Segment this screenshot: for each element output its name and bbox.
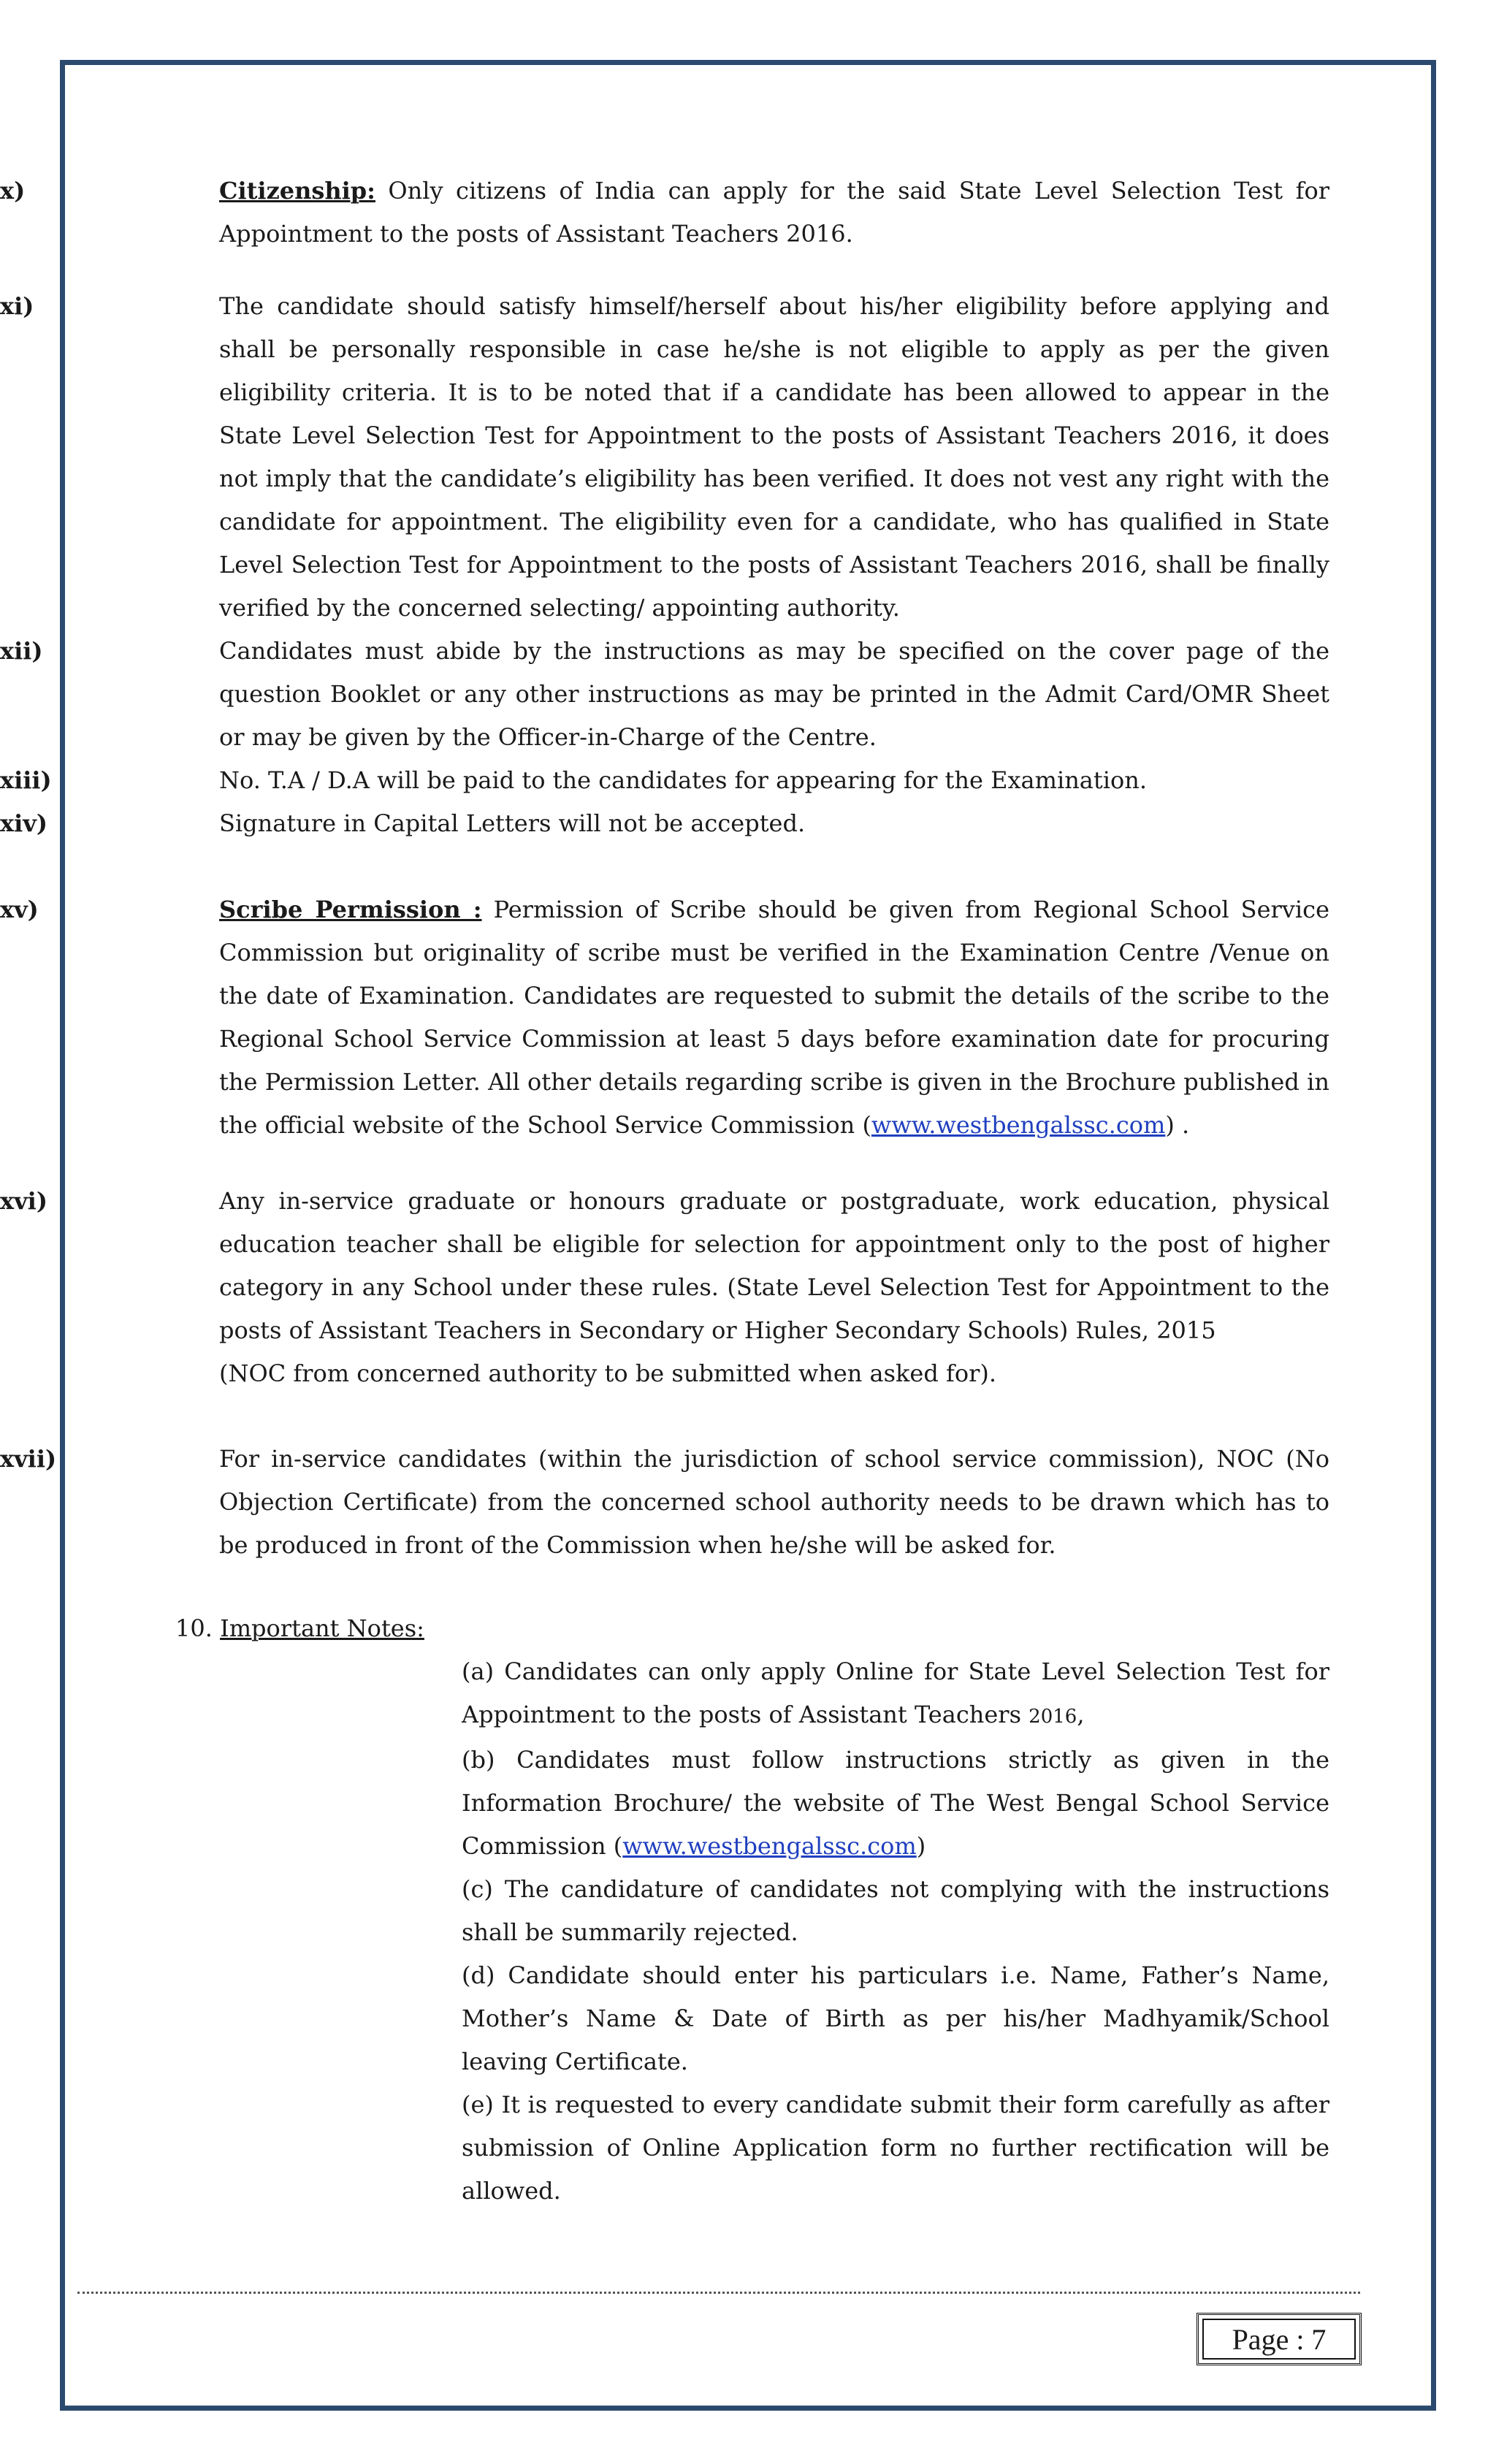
item-text	[219, 888, 1329, 1147]
note-c: (c) The candidature of candidates not complying with the instructions shall be summarily rejected.	[462, 1875, 1329, 1946]
item-number: xii)	[0, 637, 43, 665]
note-a-year: 2016	[1028, 1706, 1077, 1728]
item-number: xiii)	[0, 766, 52, 794]
note-d: (d) Candidate should enter his particulars i.e. Name, Father’s Name, Mother’s Name & Date of Birth as per his/her Madhyamik/School leaving Certificate.	[462, 1961, 1329, 2075]
note-a	[462, 1650, 1329, 1739]
item-text: The candidate should satisfy himself/herself about his/her eligibility before applying and shall be personally responsible in case he/she is not eligible to apply as per the given eligibility criteria. It is to be noted that if a candidate has been allowed to appear in the State Level Selection Test for Appointment to the posts of Assistant Teachers 2016, it does not imply that the candidate’s eligibility has been verified. It does not vest any right with the candidate for appointment. The eligibility even for a candidate, who has qualified in State Level Selection Test for Appointment to the posts of Assistant Teachers 2016, shall be finally verified by the concerned selecting/ appointing authority.	[219, 292, 1329, 622]
item-number: x)	[0, 177, 26, 205]
item-tail: ) .	[1165, 1111, 1190, 1139]
item-number: xvi)	[0, 1187, 47, 1215]
section-title: Important Notes:	[220, 1614, 424, 1642]
item-text	[219, 169, 1329, 256]
item-number: xvii)	[0, 1445, 57, 1473]
item-noc	[0, 1438, 1329, 1567]
item-text: Any in-service graduate or honours graduate or postgraduate, work education, physical education teacher shall be eligible for selection for appointment only to the post of higher category in any School under these rules. (State Level Selection Test for Appointment to the posts of Assistant Teachers in Secondary or Higher Secondary Schools) Rules, 2015	[219, 1187, 1329, 1344]
section-number: 10.	[175, 1614, 213, 1642]
item-lead: Scribe Permission :	[219, 896, 482, 923]
item-in-service-graduate	[0, 1180, 1329, 1395]
item-body: Permission of Scribe should be given from Regional School Service Commission but originality of scribe must be verified in the Examination Centre /Venue on the date of Examination. Candidates are requested to submit the details of the scribe to the Regional School Service Commission at least 5 days before examination date for procuring the Permission Letter. All other details regarding scribe is given in the Brochure published in the official website of the School Service Commission (	[219, 896, 1330, 1139]
item-number: xv)	[0, 896, 39, 923]
item-number: xiv)	[0, 809, 47, 837]
item-text: For in-service candidates (within the jurisdiction of school service commission), NOC (No Objection Certificate) from the concerned school authority needs to be drawn which has to be produced in front of the Commission when he/she will be asked for.	[219, 1445, 1329, 1559]
item-lead: Citizenship:	[219, 177, 375, 205]
note-b-end: )	[916, 1832, 926, 1860]
item-signature	[0, 802, 1329, 845]
note-b	[462, 1739, 1329, 1868]
item-eligibility	[0, 285, 1329, 630]
note-a-text: (a) Candidates can only apply Online for State Level Selection Test for Appointment to the posts of Assistant Teachers	[462, 1658, 1329, 1728]
item-citizenship	[0, 169, 1329, 256]
important-notes-list	[462, 1650, 1329, 2213]
note-a-end: ,	[1077, 1701, 1085, 1728]
website-link[interactable]: www.westbengalssc.com	[622, 1832, 917, 1860]
note-e: (e) It is requested to every candidate submit their form carefully as after submission of Online Application form no further rectification will be allowed.	[462, 2091, 1329, 2205]
item-ta-da	[0, 759, 1329, 802]
page-number: Page : 7	[1197, 2313, 1362, 2365]
item-text: No. T.A / D.A will be paid to the candidates for appearing for the Examination.	[219, 766, 1148, 794]
website-link[interactable]: www.westbengalssc.com	[871, 1111, 1166, 1139]
item-instructions	[0, 630, 1329, 759]
item-note: (NOC from concerned authority to be submitted when asked for).	[219, 1359, 997, 1387]
item-text: Candidates must abide by the instructions as may be specified on the cover page of the question Booklet or any other instructions as may be printed in the Admit Card/OMR Sheet or may be given by the Officer-in-Charge of the Centre.	[219, 637, 1329, 751]
important-notes-heading	[175, 1607, 424, 1650]
item-scribe	[0, 888, 1330, 1147]
item-text: Signature in Capital Letters will not be accepted.	[219, 809, 806, 837]
item-number: xi)	[0, 292, 34, 320]
note-b-text: (b) Candidates must follow instructions strictly as given in the Information Brochure/ the website of The West Bengal School Service Commission (	[462, 1746, 1329, 1860]
footer-divider	[77, 2292, 1360, 2294]
item-body: Only citizens of India can apply for the said State Level Selection Test for Appointment to the posts of Assistant Teachers 2016.	[219, 177, 1329, 248]
